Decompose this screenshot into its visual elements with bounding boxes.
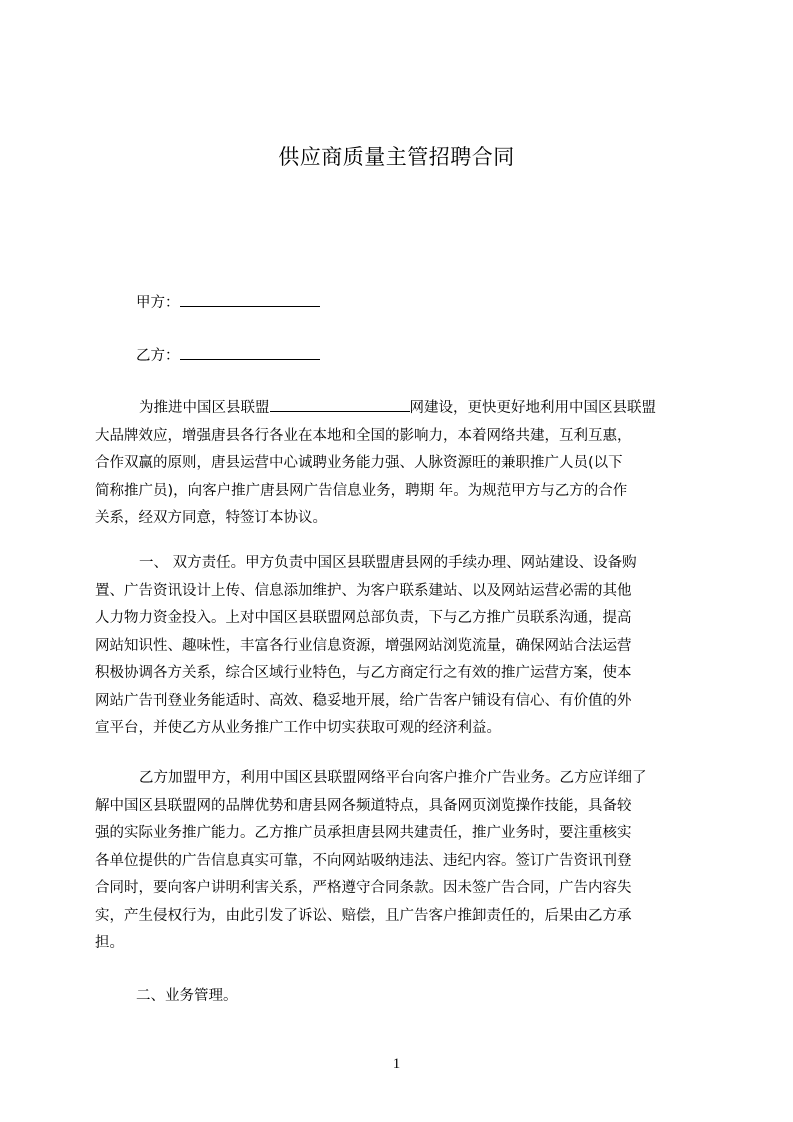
section-1-line-1: 一、 双方责任。甲方负责中国区县联盟唐县网的手续办理、网站建设、设备购 (139, 555, 637, 571)
section-2-paragraph (95, 765, 705, 958)
section-1-line-5: 积极协调各方关系，综合区域行业特色，与乙方商定行之有效的推广运营方案，使本 (95, 665, 632, 681)
party-b-line (136, 345, 320, 366)
document-title: 供应商质量主管招聘合同 (278, 145, 515, 169)
page-number: 1 (392, 1056, 401, 1072)
party-a-line (136, 292, 320, 313)
party-a-blank (180, 292, 320, 307)
party-b-label: 乙方： (136, 348, 180, 364)
section-2-line-1: 乙方加盟甲方，利用中国区县联盟网络平台向客户推介广告业务。乙方应详细了 (139, 770, 647, 786)
section-1-paragraph (95, 550, 705, 743)
league-name-blank (270, 397, 410, 412)
intro-line-3: 合作双赢的原则，唐县运营中心诚聘业务能力强、人脉资源旺的兼职推广人员(以下 (95, 455, 623, 471)
section-2-line-7: 担。 (95, 935, 124, 951)
section-1-line-4: 网站知识性、趣味性，丰富各行业信息资源，增强网站浏览流量，确保网站合法运营 (95, 637, 632, 654)
party-b-blank (180, 345, 320, 360)
section-1-line-7: 宣平台，并使乙方从业务推广工作中切实获取可观的经济利益。 (95, 720, 501, 736)
intro-line-4: 简称推广员)，向客户推广唐县网广告信息业务，聘期 年。为规范甲方与乙方的合作 (95, 482, 628, 499)
intro-line-2: 大品牌效应，增强唐县各行各业在本地和全国的影响力，本着网络共建，互利互惠， (95, 427, 632, 444)
section-2-line-6: 实，产生侵权行为，由此引发了诉讼、赔偿，且广告客户推卸责任的，后果由乙方承 (95, 907, 632, 924)
section-1-line-2: 置、广告资讯设计上传、信息添加维护、为客户联系建站、以及网站运营必需的其他 (95, 582, 632, 599)
party-a-label: 甲方： (136, 295, 180, 311)
section-2-line-3: 强的实际业务推广能力。乙方推广员承担唐县网共建责任，推广业务时，要注重核实 (95, 825, 632, 841)
section-2-line-4: 各单位提供的广告信息真实可靠，不向网站吸纳违法、违纪内容。签订广告资讯刊登 (95, 852, 632, 869)
intro-line-1: 为推进中国区县联盟 网建设，更快更好地利用中国区县联盟 (95, 395, 705, 423)
section-heading-2: 二、业务管理。 (136, 988, 238, 1004)
section-2-line-5: 合同时，要向客户讲明利害关系，严格遵守合同条款。因未签广告合同，广告内容失 (95, 880, 632, 896)
section-2-line-2: 解中国区县联盟网的品牌优势和唐县网各频道特点，具备网页浏览操作技能，具备较 (95, 797, 632, 814)
section-1-line-6: 网站广告刊登业务能适时、高效、稳妥地开展，给广告客户铺设有信心、有价值的外 (95, 692, 632, 709)
intro-line-5: 关系，经双方同意，特签订本协议。 (95, 510, 327, 526)
section-1-line-3: 人力物力资金投入。上对中国区县联盟网总部负责，下与乙方推广员联系沟通，提高 (95, 610, 632, 626)
intro-paragraph (95, 395, 705, 533)
